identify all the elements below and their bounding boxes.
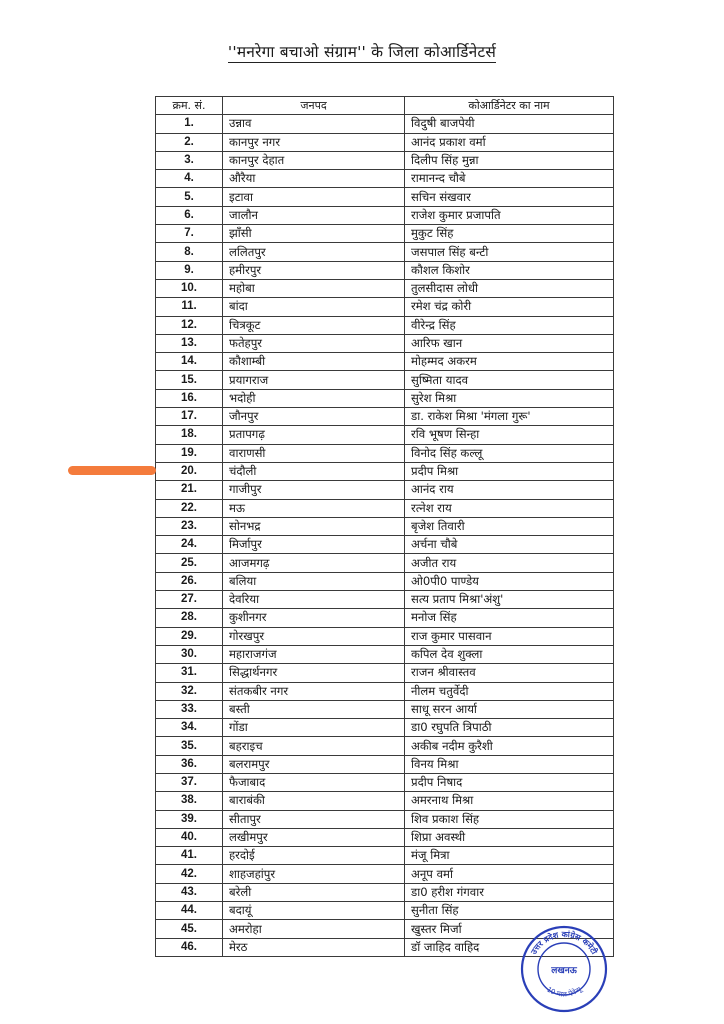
row-district: आजमगढ़ bbox=[223, 554, 405, 572]
row-coordinator: बृजेश तिवारी bbox=[405, 517, 614, 535]
row-serial: 17. bbox=[156, 408, 223, 426]
row-serial: 1. bbox=[156, 115, 223, 133]
row-coordinator: शिव प्रकाश सिंह bbox=[405, 810, 614, 828]
row-coordinator: खुस्तर मिर्जा bbox=[405, 920, 614, 938]
row-coordinator: शिप्रा अवस्थी bbox=[405, 828, 614, 846]
table-row bbox=[156, 902, 614, 920]
row-serial: 21. bbox=[156, 481, 223, 499]
row-district: बरेली bbox=[223, 883, 405, 901]
row-coordinator: राज कुमार पासवान bbox=[405, 627, 614, 645]
row-serial: 28. bbox=[156, 609, 223, 627]
row-serial: 11. bbox=[156, 298, 223, 316]
table-row bbox=[156, 225, 614, 243]
row-coordinator: राजन श्रीवास्तव bbox=[405, 664, 614, 682]
row-district: बलिया bbox=[223, 572, 405, 590]
table-row bbox=[156, 627, 614, 645]
row-serial: 40. bbox=[156, 828, 223, 846]
row-coordinator: कपिल देव शुक्ला bbox=[405, 645, 614, 663]
row-serial: 36. bbox=[156, 755, 223, 773]
row-coordinator: रमेश चंद्र कोरी bbox=[405, 298, 614, 316]
row-district: जालौन bbox=[223, 206, 405, 224]
stamp-center-text: लखनऊ bbox=[551, 966, 577, 976]
table-row bbox=[156, 737, 614, 755]
table-row bbox=[156, 645, 614, 663]
row-serial: 31. bbox=[156, 664, 223, 682]
table-header-row bbox=[156, 97, 614, 115]
row-serial: 19. bbox=[156, 444, 223, 462]
table-row bbox=[156, 517, 614, 535]
table-row bbox=[156, 115, 614, 133]
row-coordinator: जसपाल सिंह बन्टी bbox=[405, 243, 614, 261]
row-serial: 12. bbox=[156, 316, 223, 334]
table-row bbox=[156, 773, 614, 791]
row-coordinator: कौशल किशोर bbox=[405, 261, 614, 279]
stamp-ring-text: उत्तर प्रदेश कांग्रेस कमेटी bbox=[529, 929, 599, 956]
row-serial: 27. bbox=[156, 591, 223, 609]
table-row bbox=[156, 462, 614, 480]
page-title bbox=[0, 40, 724, 62]
row-district: बलरामपुर bbox=[223, 755, 405, 773]
row-coordinator: विनय मिश्रा bbox=[405, 755, 614, 773]
row-coordinator: मंजू मित्रा bbox=[405, 847, 614, 865]
row-serial: 2. bbox=[156, 133, 223, 151]
table-row bbox=[156, 206, 614, 224]
row-district: देवरिया bbox=[223, 591, 405, 609]
table-row bbox=[156, 133, 614, 151]
row-district: फतेहपुर bbox=[223, 334, 405, 352]
row-coordinator: डा0 रघुपति त्रिपाठी bbox=[405, 719, 614, 737]
row-district: अमरोहा bbox=[223, 920, 405, 938]
table-row bbox=[156, 572, 614, 590]
row-coordinator: प्रदीप निषाद bbox=[405, 773, 614, 791]
row-serial: 45. bbox=[156, 920, 223, 938]
table-row bbox=[156, 499, 614, 517]
row-district: मेरठ bbox=[223, 938, 405, 956]
row-coordinator: साधू सरन आर्या bbox=[405, 700, 614, 718]
row-serial: 24. bbox=[156, 536, 223, 554]
table-row bbox=[156, 170, 614, 188]
row-district: जौनपुर bbox=[223, 408, 405, 426]
congress-stamp bbox=[520, 925, 608, 1013]
row-serial: 10. bbox=[156, 279, 223, 297]
row-district: महोबा bbox=[223, 279, 405, 297]
row-district: इटावा bbox=[223, 188, 405, 206]
row-serial: 32. bbox=[156, 682, 223, 700]
row-serial: 34. bbox=[156, 719, 223, 737]
row-serial: 8. bbox=[156, 243, 223, 261]
row-serial: 35. bbox=[156, 737, 223, 755]
row-district: सोनभद्र bbox=[223, 517, 405, 535]
row-coordinator: ओ0पी0 पाण्डेय bbox=[405, 572, 614, 590]
row-district: चंदौली bbox=[223, 462, 405, 480]
row-district: झाँसी bbox=[223, 225, 405, 243]
row-serial: 22. bbox=[156, 499, 223, 517]
row-coordinator: आरिफ खान bbox=[405, 334, 614, 352]
row-serial: 41. bbox=[156, 847, 223, 865]
row-district: हमीरपुर bbox=[223, 261, 405, 279]
row-serial: 15. bbox=[156, 371, 223, 389]
row-coordinator: मुकुट सिंह bbox=[405, 225, 614, 243]
row-serial: 42. bbox=[156, 865, 223, 883]
row-district: बहराइच bbox=[223, 737, 405, 755]
stamp-bottom-text: 10 माल ऐवेन्यू bbox=[545, 985, 583, 999]
row-district: फैजाबाद bbox=[223, 773, 405, 791]
table-row bbox=[156, 847, 614, 865]
row-serial: 6. bbox=[156, 206, 223, 224]
coordinators-table bbox=[155, 96, 614, 957]
row-district: भदोही bbox=[223, 389, 405, 407]
row-serial: 9. bbox=[156, 261, 223, 279]
row-coordinator: अनूप वर्मा bbox=[405, 865, 614, 883]
row-coordinator: विदुषी बाजपेयी bbox=[405, 115, 614, 133]
row-serial: 7. bbox=[156, 225, 223, 243]
row-coordinator: मनोज सिंह bbox=[405, 609, 614, 627]
table-row bbox=[156, 444, 614, 462]
row-district: उन्नाव bbox=[223, 115, 405, 133]
table-row bbox=[156, 151, 614, 169]
table-row bbox=[156, 243, 614, 261]
row-coordinator: राजेश कुमार प्रजापति bbox=[405, 206, 614, 224]
row-district: औरैया bbox=[223, 170, 405, 188]
page-title-text: ''मनरेगा बचाओ संग्राम'' के जिला कोआर्डिनेटर्स bbox=[227, 43, 497, 61]
row-district: हरदोई bbox=[223, 847, 405, 865]
row-serial: 46. bbox=[156, 938, 223, 956]
row-district: बाराबंकी bbox=[223, 792, 405, 810]
row-district: कौशाम्बी bbox=[223, 353, 405, 371]
table-row bbox=[156, 883, 614, 901]
table-row bbox=[156, 481, 614, 499]
row-coordinator: सत्य प्रताप मिश्रा'अंशु' bbox=[405, 591, 614, 609]
row-district: मऊ bbox=[223, 499, 405, 517]
row-serial: 37. bbox=[156, 773, 223, 791]
row-district: शाहजहांपुर bbox=[223, 865, 405, 883]
row-serial: 43. bbox=[156, 883, 223, 901]
row-serial: 30. bbox=[156, 645, 223, 663]
row-coordinator: वीरेन्द्र सिंह bbox=[405, 316, 614, 334]
row-district: बदायूं bbox=[223, 902, 405, 920]
row-district: सीतापुर bbox=[223, 810, 405, 828]
row-coordinator: नीलम चतुर्वेदी bbox=[405, 682, 614, 700]
row-coordinator: रामानन्द चौबे bbox=[405, 170, 614, 188]
row-serial: 25. bbox=[156, 554, 223, 572]
row-coordinator: अर्चना चौबे bbox=[405, 536, 614, 554]
row-district: गोंडा bbox=[223, 719, 405, 737]
svg-text:10 माल ऐवेन्यू bbox=[545, 985, 584, 999]
row-serial: 38. bbox=[156, 792, 223, 810]
row-district: वाराणसी bbox=[223, 444, 405, 462]
row-serial: 29. bbox=[156, 627, 223, 645]
row-coordinator: सुनीता सिंह bbox=[405, 902, 614, 920]
table-row bbox=[156, 389, 614, 407]
row-coordinator: डॉ जाहिद वाहिद bbox=[405, 938, 614, 956]
table-row bbox=[156, 664, 614, 682]
row-coordinator: आनंद राय bbox=[405, 481, 614, 499]
row-district: ललितपुर bbox=[223, 243, 405, 261]
table-row bbox=[156, 279, 614, 297]
row-coordinator: सचिन संखवार bbox=[405, 188, 614, 206]
row-district: बांदा bbox=[223, 298, 405, 316]
row-coordinator: रत्नेश राय bbox=[405, 499, 614, 517]
table-row bbox=[156, 591, 614, 609]
row-coordinator: सुष्मिता यादव bbox=[405, 371, 614, 389]
table-row bbox=[156, 700, 614, 718]
row-serial: 39. bbox=[156, 810, 223, 828]
row-serial: 20. bbox=[156, 462, 223, 480]
row-coordinator: सुरेश मिश्रा bbox=[405, 389, 614, 407]
row-district: प्रयागराज bbox=[223, 371, 405, 389]
row-district: बस्ती bbox=[223, 700, 405, 718]
row-serial: 44. bbox=[156, 902, 223, 920]
row-coordinator: दिलीप सिंह मुन्ना bbox=[405, 151, 614, 169]
row-coordinator: डा0 हरीश गंगवार bbox=[405, 883, 614, 901]
row-coordinator: डा. राकेश मिश्रा 'मंगला गुरू' bbox=[405, 408, 614, 426]
row-coordinator: अजीत राय bbox=[405, 554, 614, 572]
table-row bbox=[156, 536, 614, 554]
table-row bbox=[156, 719, 614, 737]
table-row bbox=[156, 298, 614, 316]
row-district: मिर्जापुर bbox=[223, 536, 405, 554]
row-district: महाराजगंज bbox=[223, 645, 405, 663]
table-row bbox=[156, 554, 614, 572]
header-serial: क्रम. सं. bbox=[156, 97, 223, 115]
row-serial: 33. bbox=[156, 700, 223, 718]
row-serial: 23. bbox=[156, 517, 223, 535]
row-coordinator: विनोद सिंह कल्लू bbox=[405, 444, 614, 462]
table-row bbox=[156, 426, 614, 444]
row-district: संतकबीर नगर bbox=[223, 682, 405, 700]
row-district: कानपुर देहात bbox=[223, 151, 405, 169]
table-row bbox=[156, 810, 614, 828]
table-row bbox=[156, 334, 614, 352]
row-serial: 16. bbox=[156, 389, 223, 407]
row-coordinator: मोहम्मद अकरम bbox=[405, 353, 614, 371]
row-serial: 13. bbox=[156, 334, 223, 352]
row-district: सिद्धार्थनगर bbox=[223, 664, 405, 682]
row-coordinator: अकीब नदीम कुरैशी bbox=[405, 737, 614, 755]
row-serial: 14. bbox=[156, 353, 223, 371]
row-serial: 4. bbox=[156, 170, 223, 188]
row-serial: 5. bbox=[156, 188, 223, 206]
table-row bbox=[156, 371, 614, 389]
table-row bbox=[156, 188, 614, 206]
row-coordinator: तुलसीदास लोधी bbox=[405, 279, 614, 297]
row-district: गोरखपुर bbox=[223, 627, 405, 645]
table-body bbox=[156, 115, 614, 957]
table-row bbox=[156, 353, 614, 371]
row-serial: 26. bbox=[156, 572, 223, 590]
row-serial: 18. bbox=[156, 426, 223, 444]
row-coordinator: आनंद प्रकाश वर्मा bbox=[405, 133, 614, 151]
row-coordinator: प्रदीप मिश्रा bbox=[405, 462, 614, 480]
row-district: कुशीनगर bbox=[223, 609, 405, 627]
table-row bbox=[156, 755, 614, 773]
row-district: कानपुर नगर bbox=[223, 133, 405, 151]
header-district: जनपद bbox=[223, 97, 405, 115]
row-district: लखीमपुर bbox=[223, 828, 405, 846]
table-row bbox=[156, 408, 614, 426]
row-coordinator: अमरनाथ मिश्रा bbox=[405, 792, 614, 810]
highlight-marker bbox=[68, 466, 156, 475]
table-row bbox=[156, 316, 614, 334]
row-district: गाजीपुर bbox=[223, 481, 405, 499]
header-coordinator: कोआर्डिनेटर का नाम bbox=[405, 97, 614, 115]
table-row bbox=[156, 261, 614, 279]
table-row bbox=[156, 609, 614, 627]
table-row bbox=[156, 682, 614, 700]
table-row bbox=[156, 792, 614, 810]
table-row bbox=[156, 828, 614, 846]
row-district: प्रतापगढ़ bbox=[223, 426, 405, 444]
row-district: चित्रकूट bbox=[223, 316, 405, 334]
row-serial: 3. bbox=[156, 151, 223, 169]
row-coordinator: रवि भूषण सिन्हा bbox=[405, 426, 614, 444]
table-row bbox=[156, 865, 614, 883]
